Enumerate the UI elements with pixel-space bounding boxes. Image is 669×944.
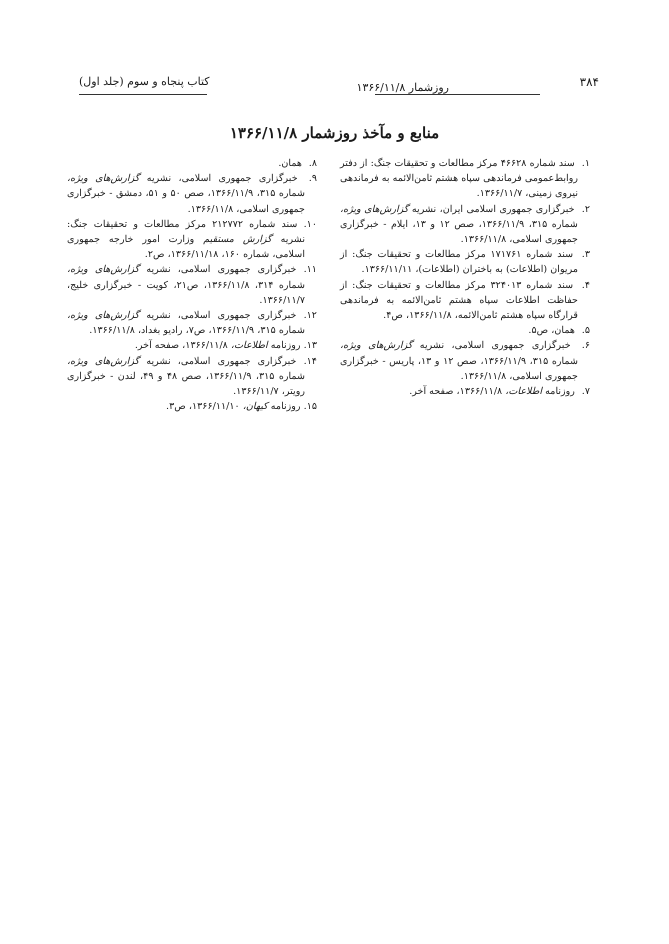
footnote-text: خبرگزاری جمهوری اسلامی، نشریه: [146, 264, 297, 276]
footnote-text: ۱۳۶۶/۱۱/۸، صفحه آخر.: [409, 386, 503, 398]
footnote-publication: گزارش‌های ویژه،: [67, 264, 140, 276]
footnote-text: شماره ۳۱۵، ۱۳۶۶/۱۱/۹، ص۷، رادیو بغداد، ۱۳۶۶/۱۱/۸.: [89, 325, 305, 337]
footnote-item: [67, 171, 317, 217]
footnote-item: [67, 262, 317, 308]
footnote-publication: گزارش‌های ویژه،: [67, 355, 140, 367]
footnote-text: ۱۳۶۶/۱۱/۱۰، ص۳.: [166, 401, 240, 413]
footnote-number: ۴.: [581, 279, 590, 291]
footnote-item: [340, 156, 590, 202]
footnote-number: ۵.: [581, 325, 590, 337]
footnote-item: [67, 338, 317, 353]
notes-column-right: [340, 156, 590, 399]
footnote-text: روزنامه: [545, 386, 575, 398]
footnote-item: [340, 278, 590, 324]
footnote-publication: گزارش‌های ویژه،: [340, 203, 409, 215]
footnote-text: خبرگزاری جمهوری اسلامی، نشریه: [146, 355, 297, 367]
footnote-item: [67, 354, 317, 400]
footnote-number: ۱۳.: [303, 340, 317, 352]
footnote-publication: گزارش‌های ویژه،: [67, 310, 140, 322]
footnote-item: [67, 399, 317, 414]
footnote-item: [340, 384, 590, 399]
footnote-text: وزارت امور خارجه جمهوری اسلامی، شماره ۱۶۰، ۱۳۶۶/۱۱/۱۸، ص۲.: [67, 234, 305, 261]
footnote-item: [67, 156, 317, 171]
footnote-number: ۶.: [581, 340, 590, 352]
footnote-text: خبرگزاری جمهوری اسلامی ایران، نشریه: [411, 203, 575, 215]
footnote-text: سند شماره ۲۱۲۷۷۲ مرکز مطالعات و تحقیقات جنگ: نشریه: [67, 218, 305, 246]
footnote-text: شماره ۳۱۴، ۱۳۶۶/۱۱/۸، ص۲۱، کویت - خبرگزاری خلیج، ۱۳۶۶/۱۱/۷.: [67, 279, 306, 306]
footnote-publication: اطلاعات،: [230, 340, 268, 352]
footnote-publication: کیهان،: [242, 401, 268, 413]
footnote-text: همان، ص۵.: [528, 325, 575, 337]
footnote-publication: گزارش‌های ویژه،: [340, 340, 413, 352]
footnote-text: خبرگزاری جمهوری اسلامی، نشریه: [419, 340, 571, 352]
footnote-number: ۳.: [581, 249, 590, 261]
footnote-item: [340, 202, 590, 248]
footnote-number: ۱۰.: [303, 218, 317, 230]
page-number: ۳۸۴: [579, 75, 599, 89]
running-head: روزشمار ۱۳۶۶/۱۱/۸: [356, 81, 449, 94]
footnote-text: سند شماره ۴۶۶۲۸ مرکز مطالعات و تحقیقات جنگ: از دفتر روابط‌عمومی فرماندهی سپاه هشتم ثامن‌الائمه به فرماندهی نیروی زمینی، ۱۳۶۶/۱۱/۷.: [340, 158, 578, 200]
footnote-text: سند شماره ۳۲۴۰۱۳ مرکز مطالعات و تحقیقات جنگ: از حفاظت اطلاعات سپاه هشتم ثامن‌الائمه به فرماندهی قرارگاه سپاه هشتم ثامن‌الائمه، ۱۳۶۶/۱۱/۸، ص۴.: [340, 279, 578, 322]
footnote-publication: گزارش مستقیم: [203, 234, 272, 246]
footnote-text: خبرگزاری جمهوری اسلامی، نشریه: [146, 310, 297, 322]
footnote-number: ۱۲.: [303, 310, 317, 322]
footnote-text: همان.: [278, 158, 302, 169]
footnote-item: [340, 323, 590, 338]
footnote-number: ۹.: [308, 173, 317, 185]
footnote-item: [340, 338, 590, 384]
footnote-number: ۸.: [308, 158, 317, 169]
footnote-text: سند شماره ۱۷۱۷۶۱ مرکز مطالعات و تحقیقات جنگ: از مریوان (اطلاعات) به باختران (اطلاعات)، ۱۳۶۶/۱۱/۱۱.: [340, 249, 578, 276]
section-title: منابع و مآخذ روزشمار ۱۳۶۶/۱۱/۸: [229, 124, 440, 142]
header-rule-left: [79, 94, 207, 95]
footnote-number: ۱۱.: [303, 264, 317, 276]
footnote-number: ۱۴.: [303, 355, 317, 367]
footnote-text: ۱۳۶۶/۱۱/۸، صفحه آخر.: [134, 340, 228, 352]
footnote-number: ۲.: [581, 203, 590, 215]
book-title: کتاب پنجاه و سوم (جلد اول): [79, 75, 210, 88]
notes-column-left: [67, 156, 317, 414]
footnote-text: خبرگزاری جمهوری اسلامی، نشریه: [146, 173, 298, 185]
footnote-item: [67, 217, 317, 263]
footnote-publication: گزارش‌های ویژه،: [67, 173, 140, 185]
footnote-publication: اطلاعات،: [505, 386, 543, 398]
footnote-number: ۱.: [581, 158, 590, 169]
header-rule-right: [375, 94, 540, 95]
footnote-text: شماره ۳۱۵، ۱۳۶۶/۱۱/۹، صص ۴۸ و ۴۹، لندن - خبرگزاری رویتر، ۱۳۶۶/۱۱/۷.: [67, 370, 305, 398]
footnote-number: ۱۵.: [303, 401, 317, 413]
footnote-number: ۷.: [581, 386, 590, 398]
footnote-text: روزنامه: [270, 340, 301, 352]
footnote-item: [67, 308, 317, 338]
footnote-text: روزنامه: [270, 401, 301, 413]
footnote-text: شماره ۳۱۵، ۱۳۶۶/۱۱/۹، صص ۱۲ و ۱۳، پاریس - خبرگزاری جمهوری اسلامی، ۱۳۶۶/۱۱/۸.: [340, 355, 579, 382]
footnote-item: [340, 247, 590, 277]
footnote-text: شماره ۳۱۵، ۱۳۶۶/۱۱/۹، صص ۵۰ و ۵۱، دمشق - خبرگزاری جمهوری اسلامی، ۱۳۶۶/۱۱/۸.: [67, 188, 306, 215]
footnote-text: شماره ۳۱۵، ۱۳۶۶/۱۱/۹، صص ۱۲ و ۱۳، ایلام - خبرگزاری جمهوری اسلامی، ۱۳۶۶/۱۱/۸.: [340, 218, 578, 246]
